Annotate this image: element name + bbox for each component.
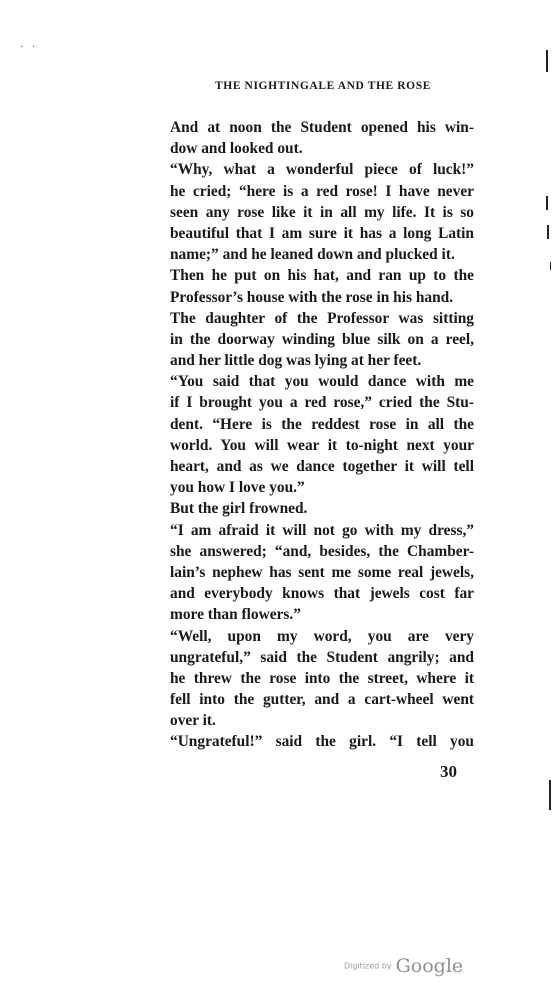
text-line: “You said that you would dance with me: [170, 373, 474, 391]
text-line: dow and looked out.: [170, 140, 303, 158]
text-line: heart, and as we dance together it will tell: [170, 458, 474, 475]
text-line: and her little dog was lying at her feet.: [170, 352, 422, 370]
google-logo: Google: [395, 955, 464, 977]
body-text: [170, 117, 474, 753]
text-line: lain’s nephew has sent me some real jewels,: [170, 563, 474, 581]
text-line: Professor’s house with the rose in his hand.: [170, 288, 454, 306]
scan-artifact-mark: [546, 196, 548, 210]
text-line: “Ungrateful!” said the girl. “I tell you: [170, 733, 474, 751]
digitized-by-label: Digitized by: [344, 961, 392, 971]
scan-artifact-mark: [547, 225, 549, 239]
text-line: more than flowers.”: [170, 606, 301, 624]
text-line: And at noon the Student opened his win-: [170, 119, 474, 136]
text-line: and everybody knows that jewels cost far: [170, 585, 474, 603]
text-line: over it.: [170, 712, 216, 730]
text-line: seen any rose like it in all my life. It is so: [170, 203, 474, 221]
text-line: “I am afraid it will not go with my dress,”: [170, 521, 474, 539]
text-line: beautiful that I am sure it has a long Latin: [170, 224, 474, 242]
text-line: ungrateful,” said the Student angrily; and: [170, 648, 474, 666]
text-line: dent. “Here is the reddest rose in all the: [170, 415, 474, 433]
text-line: “Why, what a wonderful piece of luck!”: [170, 161, 474, 179]
text-line: Then he put on his hat, and ran up to the: [170, 267, 474, 285]
text-line: he threw the rose into the street, where it: [170, 669, 474, 687]
page-number: 30: [440, 762, 457, 781]
scan-artifact-mark: [549, 780, 551, 810]
text-line: fell into the gutter, and a cart-wheel went: [170, 691, 474, 709]
text-line: if I brought you a red rose,” cried the Stu-: [170, 394, 474, 412]
text-line: “Well, upon my word, you are very: [170, 627, 474, 645]
scan-artifact-dots: · ·: [20, 42, 39, 53]
text-line: The daughter of the Professor was sitting: [170, 309, 474, 327]
text-line: you how I love you.”: [170, 479, 305, 497]
text-line: world. You will wear it to-night next your: [170, 436, 474, 454]
scan-artifact-mark: [546, 50, 548, 72]
digitized-watermark: [344, 955, 463, 977]
text-line: he cried; “here is a red rose! I have never: [170, 182, 474, 200]
text-line: name;” and he leaned down and plucked it.: [170, 246, 455, 264]
text-line: she answered; “and, besides, the Chamber-: [170, 542, 474, 560]
text-line: in the doorway winding blue silk on a reel,: [170, 330, 474, 348]
running-head: THE NIGHTINGALE AND THE ROSE: [215, 80, 431, 92]
scan-artifact-mark: [550, 262, 551, 270]
text-line: But the girl frowned.: [170, 500, 308, 518]
